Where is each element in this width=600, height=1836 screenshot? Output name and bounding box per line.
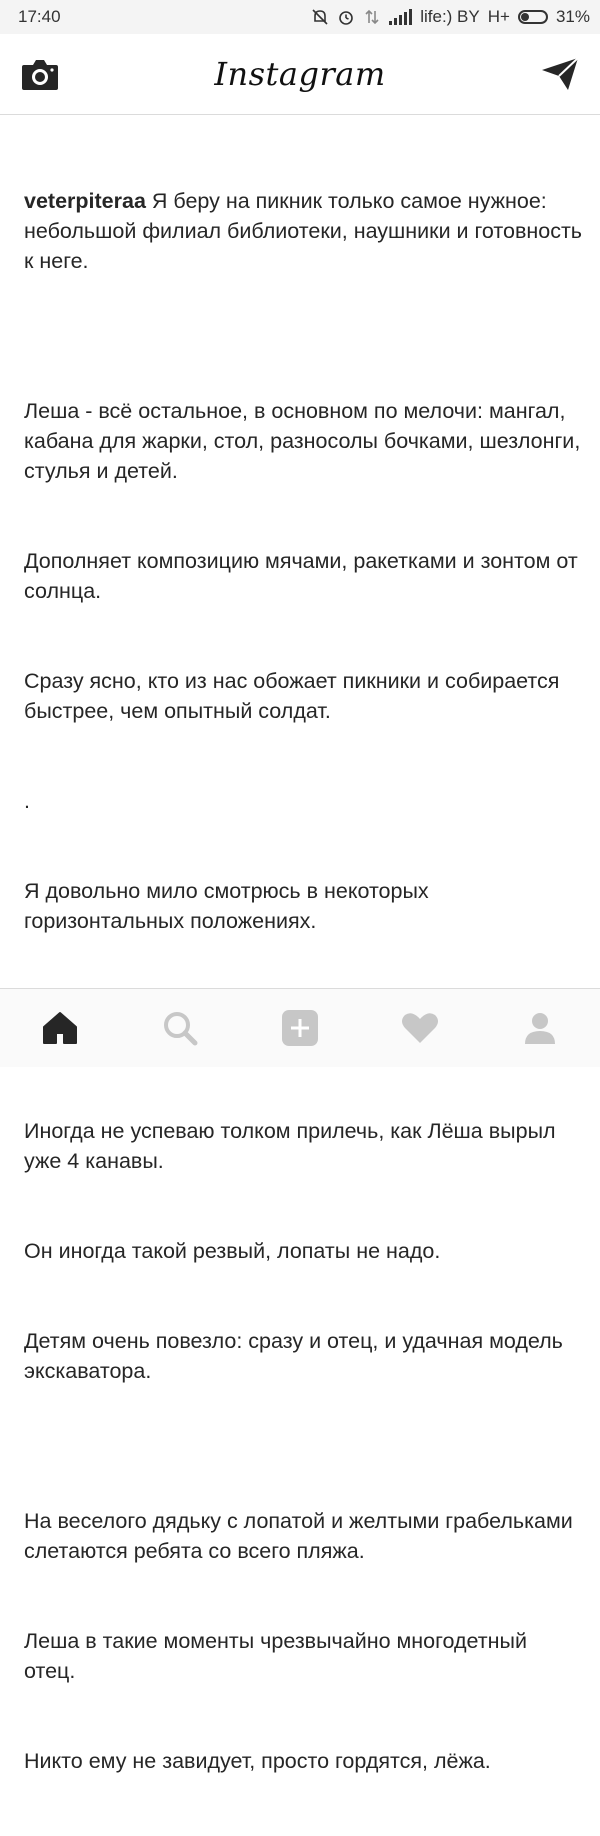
nav-search[interactable] [150,998,210,1058]
signal-icon [389,9,412,25]
post-caption [24,126,588,1836]
caption-line: Леша в такие моменты чрезвычайно многодетный отец. [24,1629,533,1683]
profile-icon [522,1010,558,1046]
caption-line: Никто ему не завидует, просто гордятся, лёжа. [24,1749,491,1773]
instagram-logo: Instagram [214,55,386,93]
add-post-icon [281,1009,319,1047]
status-bar [0,0,600,34]
nav-activity[interactable] [390,998,450,1058]
camera-icon[interactable] [20,56,60,92]
caption-line: Леша - всё остальное, в основном по мелочи: мангал, кабана для жарки, стол, разносолы бочками, шезлонги, стулья и детей. [24,399,587,483]
caption-line: Дополняет композицию мячами, ракетками и зонтом от солнца. [24,549,584,603]
nav-home[interactable] [30,998,90,1058]
post-username[interactable]: veterpiteraa [24,189,146,213]
bottom-nav [0,988,600,1067]
mute-icon [311,8,329,26]
caption-line: Детям очень повезло: сразу и отец, и удачная модель экскаватора. [24,1329,569,1383]
battery-percent: 31% [555,7,590,26]
direct-message-icon[interactable] [540,56,580,92]
network-type: H+ [487,7,510,26]
nav-profile[interactable] [510,998,570,1058]
caption-line: Он иногда такой резвый, лопаты не надо. [24,1239,441,1263]
status-time: 17:40 [18,7,61,26]
data-transfer-icon [363,8,381,26]
carrier-label: life:) BY [420,7,480,26]
caption-line: veterpiteraa Я беру на пикник только самое нужное: небольшой филиал библиотеки, наушники и готовность к неге. [24,189,588,273]
caption-line: На веселого дядьку с лопатой и желтыми грабельками слетаются ребята со всего пляжа. [24,1509,579,1563]
app-header [0,34,600,115]
post-caption-area[interactable] [0,114,600,1773]
caption-line: Иногда не успеваю толком прилечь, как Лёша вырыл уже 4 канавы. [24,1119,562,1173]
caption-line: . [24,789,30,813]
caption-line: Я довольно мило смотрюсь в некоторых горизонтальных положениях. [24,879,435,933]
nav-add[interactable] [270,998,330,1058]
home-icon [42,1011,78,1045]
battery-icon [518,10,548,24]
heart-icon [401,1011,439,1045]
alarm-icon [337,8,355,26]
search-icon [162,1010,198,1046]
caption-line: Сразу ясно, кто из нас обожает пикники и собирается быстрее, чем опытный солдат. [24,669,566,723]
